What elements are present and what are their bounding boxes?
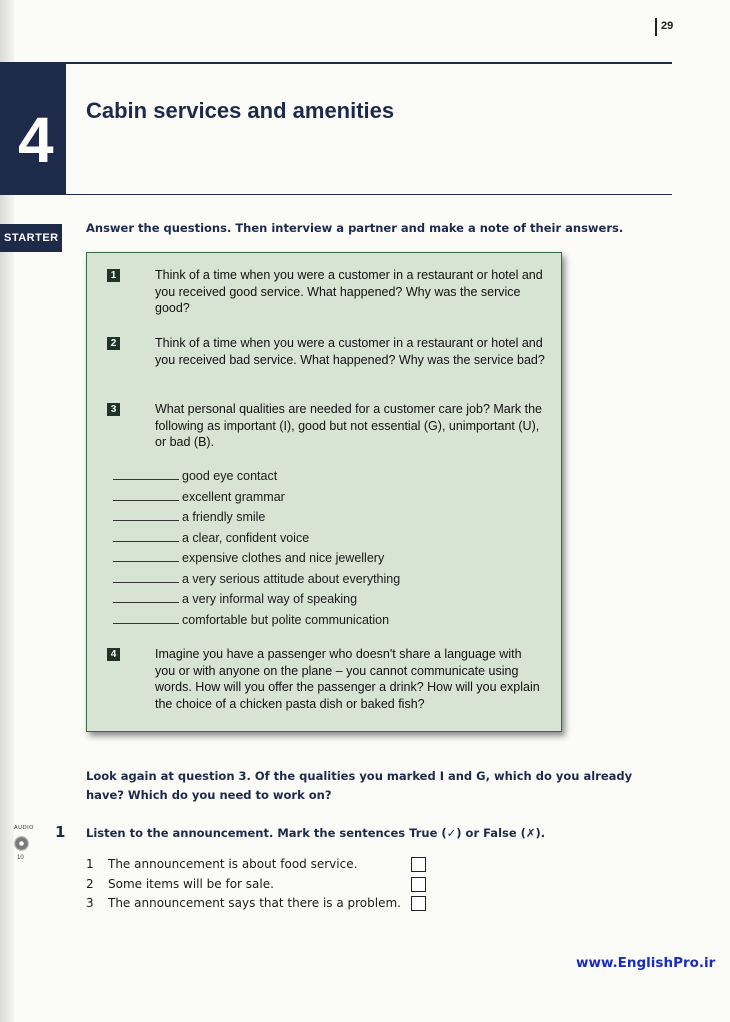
statement-number: 1 bbox=[86, 857, 94, 871]
answer-blank[interactable] bbox=[113, 570, 179, 583]
true-false-checkbox[interactable] bbox=[411, 857, 426, 872]
question-2-text: Think of a time when you were a customer in a restaurant or hotel and you received bad service. What happened? Why was the service bad? bbox=[155, 336, 545, 367]
quality-item bbox=[113, 610, 389, 630]
page-number: 29 bbox=[661, 20, 674, 32]
statement-number: 3 bbox=[86, 896, 94, 910]
page-number-bar bbox=[655, 18, 657, 36]
quality-label: excellent grammar bbox=[182, 490, 285, 504]
audio-track-number: 10 bbox=[17, 855, 24, 861]
exercise-number: 1 bbox=[55, 823, 66, 841]
quality-item bbox=[113, 507, 265, 527]
question-1-text: Think of a time when you were a customer in a restaurant or hotel and you received good service. What happened? Why was the service good? bbox=[155, 268, 543, 315]
question-3-text: What personal qualities are needed for a customer care job? Mark the following as important (I), good but not essential (G), unimportant (U), or bad (B). bbox=[155, 402, 543, 449]
quality-label: good eye contact bbox=[182, 469, 278, 483]
question-4-text: Imagine you have a passenger who doesn't share a language with you or with anyone on the plane – you cannot communicate using words. How will you offer the passenger a drink? How will you explain the choice of a chicken pasta dish or baked fish? bbox=[155, 647, 540, 711]
audio-label: AUDIO bbox=[14, 825, 34, 831]
quality-label: a friendly smile bbox=[182, 510, 266, 524]
quality-item bbox=[113, 548, 384, 568]
answer-blank[interactable] bbox=[113, 488, 179, 501]
true-false-checkbox[interactable] bbox=[411, 877, 426, 892]
quality-item bbox=[113, 589, 357, 609]
question-number-3: 3 bbox=[107, 403, 120, 416]
statement-text: The announcement says that there is a problem. bbox=[108, 896, 401, 910]
header-rule-top bbox=[66, 62, 672, 64]
audio-cd-icon[interactable] bbox=[14, 836, 29, 851]
answer-blank[interactable] bbox=[113, 549, 179, 562]
header-rule-bottom bbox=[66, 194, 672, 195]
answer-blank[interactable] bbox=[113, 467, 179, 480]
quality-label: comfortable but polite communication bbox=[182, 613, 390, 627]
statement-text: Some items will be for sale. bbox=[108, 877, 274, 891]
watermark-url[interactable]: www.EnglishPro.ir bbox=[576, 955, 716, 971]
answer-blank[interactable] bbox=[113, 590, 179, 603]
quality-label: expensive clothes and nice jewellery bbox=[182, 551, 385, 565]
statement-row bbox=[86, 894, 401, 912]
unit-number: 4 bbox=[18, 104, 54, 176]
quality-item bbox=[113, 569, 400, 589]
exercise-instruction: Listen to the announcement. Mark the sentences True (✓) or False (✗). bbox=[86, 826, 546, 840]
starter-tab: STARTER bbox=[0, 224, 62, 252]
statement-number: 2 bbox=[86, 877, 94, 891]
quality-item bbox=[113, 528, 309, 548]
followup-instruction: Look again at question 3. Of the qualities you marked I and G, which do you already have? Which do you need to work on? bbox=[86, 769, 633, 802]
quality-label: a clear, confident voice bbox=[182, 531, 310, 545]
unit-title: Cabin services and amenities bbox=[86, 98, 395, 123]
question-number-1: 1 bbox=[107, 269, 120, 282]
statement-row bbox=[86, 875, 274, 893]
answer-blank[interactable] bbox=[113, 508, 179, 521]
answer-blank[interactable] bbox=[113, 611, 179, 624]
quality-item bbox=[113, 487, 285, 507]
starter-instruction: Answer the questions. Then interview a partner and make a note of their answers. bbox=[86, 221, 624, 235]
answer-blank[interactable] bbox=[113, 529, 179, 542]
quality-label: a very serious attitude about everything bbox=[182, 572, 401, 586]
question-number-4: 4 bbox=[107, 648, 120, 661]
questions-card bbox=[86, 252, 562, 732]
unit-number-block bbox=[0, 62, 66, 195]
question-number-2: 2 bbox=[107, 337, 120, 350]
statement-text: The announcement is about food service. bbox=[108, 857, 358, 871]
statement-row bbox=[86, 855, 357, 873]
true-false-checkbox[interactable] bbox=[411, 896, 426, 911]
quality-item bbox=[113, 466, 277, 486]
quality-label: a very informal way of speaking bbox=[182, 592, 358, 606]
